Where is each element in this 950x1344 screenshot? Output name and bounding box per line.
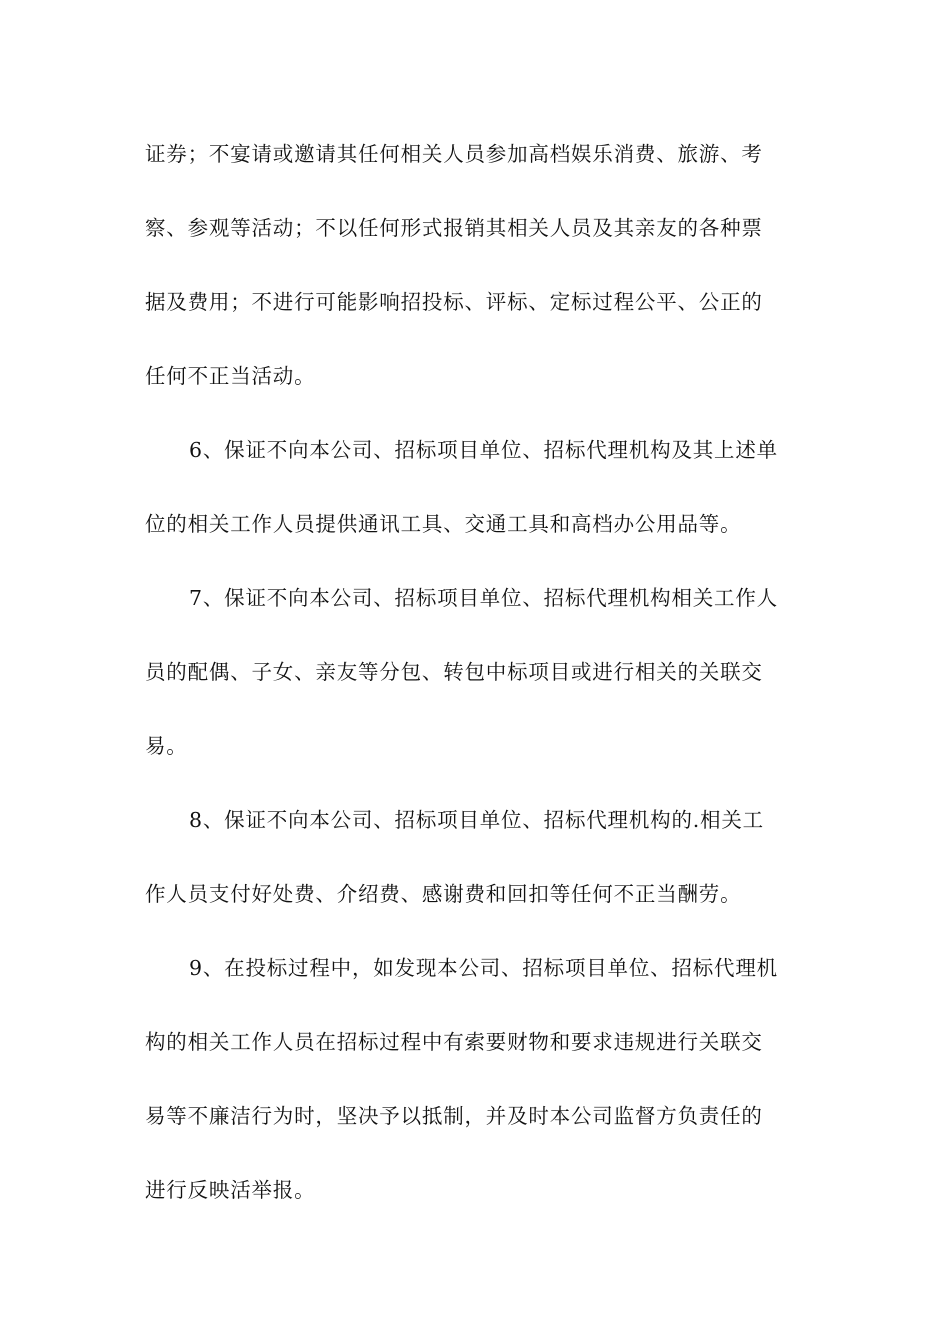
text-line: 位的相关工作人员提供通讯工具、交通工具和高档办公用品等。 <box>145 512 742 536</box>
text-line: 易。 <box>145 734 188 758</box>
text-line: 任何不正当活动。 <box>145 364 316 388</box>
text-line: 察、参观等活动；不以任何形式报销其相关人员及其亲友的各种票 <box>145 216 763 240</box>
paragraph-7-start: 7、保证不向本公司、招标项目单位、招标代理机构相关工作人 <box>189 586 778 610</box>
text-line: 员的配偶、子女、亲友等分包、转包中标项目或进行相关的关联交 <box>145 660 763 684</box>
text-line: 证券；不宴请或邀请其任何相关人员参加高档娱乐消费、旅游、考 <box>145 142 763 166</box>
text-line: 进行反映活举报。 <box>145 1178 316 1202</box>
text-line: 易等不廉洁行为时，坚决予以抵制，并及时本公司监督方负责任的 <box>145 1104 763 1128</box>
text-line: 据及费用；不进行可能影响招投标、评标、定标过程公平、公正的 <box>145 290 763 314</box>
paragraph-9-start: 9、在投标过程中，如发现本公司、招标项目单位、招标代理机 <box>189 956 778 980</box>
text-line: 作人员支付好处费、介绍费、感谢费和回扣等任何不正当酬劳。 <box>145 882 742 906</box>
document-body <box>145 130 815 1240</box>
paragraph-8-start: 8、保证不向本公司、招标项目单位、招标代理机构的.相关工 <box>189 808 764 832</box>
paragraph-6-start: 6、保证不向本公司、招标项目单位、招标代理机构及其上述单 <box>189 438 778 462</box>
text-line: 构的相关工作人员在招标过程中有索要财物和要求违规进行关联交 <box>145 1030 763 1054</box>
